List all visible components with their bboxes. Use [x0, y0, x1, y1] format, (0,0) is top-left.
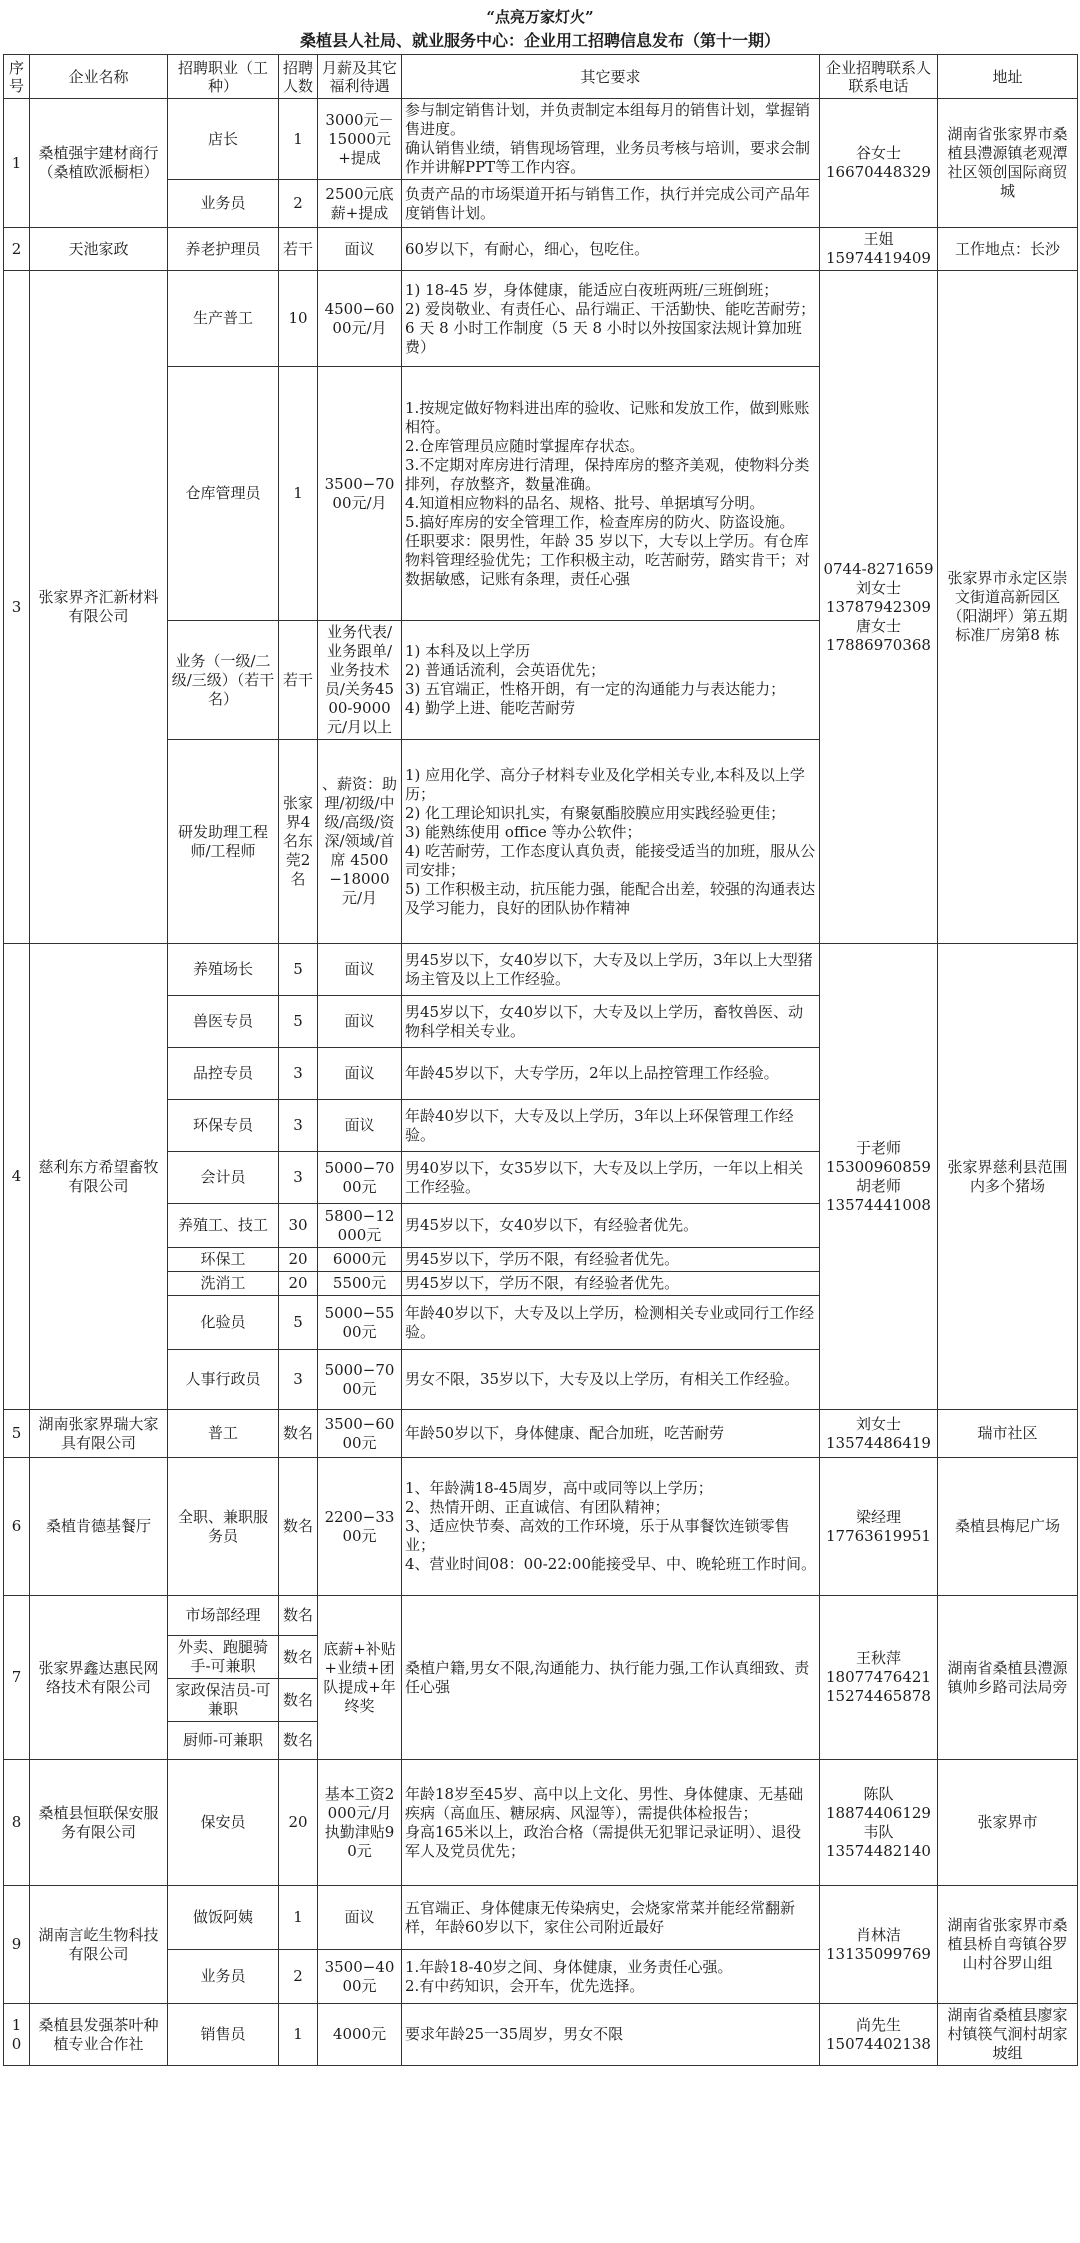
company-name: 桑植县发强茶叶种植专业合作社 — [30, 2004, 168, 2066]
header-contact: 企业招聘联系人联系电话 — [820, 55, 938, 99]
company-name: 天池家政 — [30, 228, 168, 271]
table-row — [4, 944, 1078, 996]
company-name: 张家界鑫达惠民网络技术有限公司 — [30, 1596, 168, 1760]
header-salary: 月薪及其它福利待遇 — [318, 55, 402, 99]
job-position: 养殖工、技工 — [168, 1204, 279, 1248]
company-no: 10 — [4, 2004, 30, 2066]
job-requirements: 年龄40岁以下，大专及以上学历，检测相关专业或同行工作经验。 — [402, 1296, 820, 1350]
job-count: 数名 — [279, 1722, 318, 1760]
job-count: 20 — [279, 1272, 318, 1296]
job-count: 数名 — [279, 1679, 318, 1722]
job-count: 5 — [279, 1296, 318, 1350]
table-row — [4, 1458, 1078, 1596]
job-requirements: 1、年龄满18-45周岁，高中或同等以上学历； 2、热情开朗、正直诚信、有团队精神； 3、适应快节奏、高效的工作环境，乐于从事餐饮连锁零售业； 4、营业时间08：00-22:00能接受早、中、晚轮班工作时间。 — [402, 1458, 820, 1596]
job-position: 化验员 — [168, 1296, 279, 1350]
job-requirements: 桑植户籍,男女不限,沟通能力、执行能力强,工作认真细致、责任心强 — [402, 1596, 820, 1760]
company-no: 8 — [4, 1760, 30, 1886]
job-requirements: 男45岁以下，学历不限，有经验者优先。 — [402, 1272, 820, 1296]
company-name: 桑植肯德基餐厅 — [30, 1458, 168, 1596]
job-position: 人事行政员 — [168, 1350, 279, 1410]
job-salary: 面议 — [318, 1886, 402, 1950]
job-requirements: 1) 18-45 岁，身体健康，能适应白夜班两班/三班倒班； 2) 爱岗敬业、有责任心、品行端正、干活勤快、能吃苦耐劳； 6 天 8 小时工作制度（5 天 8 小时以外按国家法规计算加班费） — [402, 271, 820, 367]
table-row — [4, 228, 1078, 271]
job-requirements: 男45岁以下，学历不限，有经验者优先。 — [402, 1248, 820, 1272]
job-count: 1 — [279, 367, 318, 621]
job-position: 洗消工 — [168, 1272, 279, 1296]
job-count: 若干 — [279, 228, 318, 271]
table-row — [4, 99, 1078, 180]
job-requirements: 男45岁以下，女40岁以下，有经验者优先。 — [402, 1204, 820, 1248]
job-position: 会计员 — [168, 1152, 279, 1204]
job-salary: 、薪资：助理/初级/中级/高级/资深/领域/首席 4500−18000 元/月 — [318, 740, 402, 944]
header-row — [4, 55, 1078, 99]
job-salary: 2200−3300元 — [318, 1458, 402, 1596]
table-row — [4, 1410, 1078, 1458]
company-address: 工作地点：长沙 — [938, 228, 1078, 271]
company-no: 9 — [4, 1886, 30, 2004]
job-count: 2 — [279, 1950, 318, 2004]
job-count: 30 — [279, 1204, 318, 1248]
job-position: 家政保洁员-可兼职 — [168, 1679, 279, 1722]
job-position: 业务员 — [168, 180, 279, 228]
company-contact: 王姐 15974419409 — [820, 228, 938, 271]
company-contact: 0744-8271659 刘女士 13787942309 唐女士 17886970368 — [820, 271, 938, 944]
job-requirements: 男40岁以下，女35岁以下，大专及以上学历，一年以上相关工作经验。 — [402, 1152, 820, 1204]
job-count: 3 — [279, 1152, 318, 1204]
job-count: 3 — [279, 1100, 318, 1152]
header-no: 序号 — [4, 55, 30, 99]
job-requirements: 年龄50岁以下，身体健康、配合加班，吃苦耐劳 — [402, 1410, 820, 1458]
company-no: 5 — [4, 1410, 30, 1458]
table-row — [4, 1596, 1078, 1636]
header-count: 招聘人数 — [279, 55, 318, 99]
header-address: 地址 — [938, 55, 1078, 99]
job-position: 普工 — [168, 1410, 279, 1458]
job-requirements: 要求年龄25一35周岁，男女不限 — [402, 2004, 820, 2066]
job-position: 全职、兼职服务员 — [168, 1458, 279, 1596]
job-count: 数名 — [279, 1596, 318, 1636]
header-requirements: 其它要求 — [402, 55, 820, 99]
company-address: 张家界市 — [938, 1760, 1078, 1886]
job-salary: 面议 — [318, 996, 402, 1048]
job-position: 保安员 — [168, 1760, 279, 1886]
company-contact: 于老师 15300960859 胡老师 13574441008 — [820, 944, 938, 1410]
company-no: 1 — [4, 99, 30, 228]
job-salary: 5000−7000元 — [318, 1152, 402, 1204]
company-no: 4 — [4, 944, 30, 1410]
job-count: 3 — [279, 1048, 318, 1100]
company-contact: 尚先生 15074402138 — [820, 2004, 938, 2066]
table-row — [4, 2004, 1078, 2066]
job-salary: 6000元 — [318, 1248, 402, 1272]
title-slogan: “点亮万家灯火” — [486, 8, 594, 26]
job-requirements: 参与制定销售计划，并负责制定本组每月的销售计划，掌握销售进度。 确认销售业绩，销售现场管理，业务员考核与培训，要求会制作并讲解PPT等工作内容。 — [402, 99, 820, 180]
job-count: 1 — [279, 99, 318, 180]
job-position: 做饭阿姨 — [168, 1886, 279, 1950]
job-salary: 面议 — [318, 944, 402, 996]
job-salary: 4000元 — [318, 2004, 402, 2066]
job-requirements: 60岁以下，有耐心，细心，包吃住。 — [402, 228, 820, 271]
job-position: 研发助理工程师/工程师 — [168, 740, 279, 944]
job-salary: 4500−6000元/月 — [318, 271, 402, 367]
job-requirements: 1.按规定做好物料进出库的验收、记账和发放工作，做到账账相符。 2.仓库管理员应随时掌握库存状态。 3.不定期对库房进行清理，保持库房的整齐美观，使物料分类排列，存放整齐，数量准确。 4.知道相应物料的品名、规格、批号、单据填写分明。 5.搞好库房的安全管理工作，检查库房的防火、防盗设施。 任职要求：限男性，年龄 35 岁以下，大专以上学历。有仓库物料管理经验优先；工作积极主动，吃苦耐劳，踏实肯干；对数据敏感，记账有条理，责任心强 — [402, 367, 820, 621]
job-count: 2 — [279, 180, 318, 228]
job-count: 20 — [279, 1248, 318, 1272]
company-name: 慈利东方希望畜牧有限公司 — [30, 944, 168, 1410]
header-company: 企业名称 — [30, 55, 168, 99]
job-position: 业务员 — [168, 1950, 279, 2004]
table-row — [4, 271, 1078, 367]
job-count: 1 — [279, 2004, 318, 2066]
job-requirements: 男45岁以下，女40岁以下，大专及以上学历，畜牧兽医、动物科学相关专业。 — [402, 996, 820, 1048]
job-salary: 3500−7000元/月 — [318, 367, 402, 621]
company-address: 张家界慈利县范围内多个猪场 — [938, 944, 1078, 1410]
job-salary: 2500元底薪+提成 — [318, 180, 402, 228]
company-no: 6 — [4, 1458, 30, 1596]
job-count: 若干 — [279, 621, 318, 740]
job-position: 环保专员 — [168, 1100, 279, 1152]
job-position: 业务（一级/二级/三级）（若干名） — [168, 621, 279, 740]
job-requirements: 1.年龄18-40岁之间、身体健康，业务责任心强。 2.有中药知识，会开车，优先选择。 — [402, 1950, 820, 2004]
company-contact: 王秋萍 18077476421 15274465878 — [820, 1596, 938, 1760]
company-name: 桑植县恒联保安服务有限公司 — [30, 1760, 168, 1886]
job-salary: 3500−6000元 — [318, 1410, 402, 1458]
job-requirements: 年龄18岁至45岁、高中以上文化、男性、身体健康、无基础疾病（高血压、糖尿病、风湿等），需提供体检报告； 身高165米以上，政治合格（需提供无犯罪记录证明）、退役军人及党员优先； — [402, 1760, 820, 1886]
job-count: 10 — [279, 271, 318, 367]
job-salary: 业务代表/业务跟单/业务技术员/关务4500-9000元/月以上 — [318, 621, 402, 740]
job-position: 店长 — [168, 99, 279, 180]
job-position: 养殖场长 — [168, 944, 279, 996]
company-name: 张家界齐汇新材料有限公司 — [30, 271, 168, 944]
job-position: 养老护理员 — [168, 228, 279, 271]
job-salary: 5800−12000元 — [318, 1204, 402, 1248]
table-row — [4, 1760, 1078, 1886]
job-count: 数名 — [279, 1458, 318, 1596]
job-requirements: 1) 应用化学、高分子材料专业及化学相关专业,本科及以上学历； 2) 化工理论知识扎实，有聚氨酯胶膜应用实践经验更佳； 3) 能熟练使用 office 等办公软件； 4) 吃苦耐劳，工作态度认真负责，能接受适当的加班，服从公司安排； 5) 工作积极主动，抗压能力强，能配合出差，较强的沟通表达及学习能力，良好的团队协作精神 — [402, 740, 820, 944]
company-no: 3 — [4, 271, 30, 944]
company-address: 张家界市永定区崇文街道高新园区（阳湖坪）第五期标准厂房第8 栋 — [938, 271, 1078, 944]
company-address: 湖南省张家界市桑植县桥自弯镇谷罗山村谷罗山组 — [938, 1886, 1078, 2004]
page-title: 桑植县人社局、就业服务中心：企业用工招聘信息发布（第十一期） — [299, 31, 780, 50]
job-position: 厨师-可兼职 — [168, 1722, 279, 1760]
company-address: 湖南省张家界市桑植县澧源镇老观潭社区领创国际商贸城 — [938, 99, 1078, 228]
job-salary: 基本工资2000元/月执勤津贴90元 — [318, 1760, 402, 1886]
company-no: 2 — [4, 228, 30, 271]
job-salary: 面议 — [318, 1048, 402, 1100]
job-position: 兽医专员 — [168, 996, 279, 1048]
company-address: 湖南省桑植县澧源镇帅乡路司法局旁 — [938, 1596, 1078, 1760]
job-requirements: 1) 本科及以上学历 2) 普通话流利，会英语优先； 3) 五官端正，性格开朗，有一定的沟通能力与表达能力； 4) 勤学上进、能吃苦耐劳 — [402, 621, 820, 740]
company-contact: 陈队 18874406129 韦队 13574482140 — [820, 1760, 938, 1886]
job-count: 20 — [279, 1760, 318, 1886]
job-salary: 5000−5500元 — [318, 1296, 402, 1350]
job-salary: 5500元 — [318, 1272, 402, 1296]
job-salary: 底薪+补贴+业绩+团队提成+年终奖 — [318, 1596, 402, 1760]
job-salary: 3000元－15000元+提成 — [318, 99, 402, 180]
job-count: 5 — [279, 996, 318, 1048]
job-salary: 面议 — [318, 228, 402, 271]
job-position: 外卖、跑腿骑手-可兼职 — [168, 1636, 279, 1679]
company-name: 湖南言屹生物科技有限公司 — [30, 1886, 168, 2004]
job-salary: 面议 — [318, 1100, 402, 1152]
job-count: 数名 — [279, 1636, 318, 1679]
company-no: 7 — [4, 1596, 30, 1760]
job-salary: 5000−7000元 — [318, 1350, 402, 1410]
job-count: 3 — [279, 1350, 318, 1410]
company-name: 桑植强宇建材商行（桑植欧派橱柜） — [30, 99, 168, 228]
job-requirements: 负责产品的市场渠道开拓与销售工作，执行并完成公司产品年度销售计划。 — [402, 180, 820, 228]
job-requirements: 年龄40岁以下，大专及以上学历，3年以上环保管理工作经验。 — [402, 1100, 820, 1152]
job-position: 仓库管理员 — [168, 367, 279, 621]
job-requirements: 年龄45岁以下，大专学历，2年以上品控管理工作经验。 — [402, 1048, 820, 1100]
job-position: 销售员 — [168, 2004, 279, 2066]
company-contact: 肖林洁 13135099769 — [820, 1886, 938, 2004]
header-position: 招聘职业（工种） — [168, 55, 279, 99]
job-count: 数名 — [279, 1410, 318, 1458]
job-requirements: 男45岁以下，女40岁以下，大专及以上学历，3年以上大型猪场主管及以上工作经验。 — [402, 944, 820, 996]
company-address: 湖南省桑植县廖家村镇筷气涧村胡家坡组 — [938, 2004, 1078, 2066]
recruitment-table — [3, 54, 1078, 2066]
company-contact: 谷女士 16670448329 — [820, 99, 938, 228]
company-contact: 刘女士 13574486419 — [820, 1410, 938, 1458]
job-position: 环保工 — [168, 1248, 279, 1272]
job-position: 市场部经理 — [168, 1596, 279, 1636]
job-salary: 3500−4000元 — [318, 1950, 402, 2004]
job-count: 1 — [279, 1886, 318, 1950]
table-row — [4, 1886, 1078, 1950]
job-count: 张家界4名东莞2 名 — [279, 740, 318, 944]
company-address: 桑植县梅尼广场 — [938, 1458, 1078, 1596]
job-position: 品控专员 — [168, 1048, 279, 1100]
job-requirements: 五官端正、身体健康无传染病史，会烧家常菜并能经常翻新样，年龄60岁以下，家住公司附近最好 — [402, 1886, 820, 1950]
job-requirements: 男女不限，35岁以下，大专及以上学历，有相关工作经验。 — [402, 1350, 820, 1410]
job-position: 生产普工 — [168, 271, 279, 367]
job-count: 5 — [279, 944, 318, 996]
company-contact: 梁经理 17763619951 — [820, 1458, 938, 1596]
company-address: 瑞市社区 — [938, 1410, 1078, 1458]
company-name: 湖南张家界瑞大家具有限公司 — [30, 1410, 168, 1458]
